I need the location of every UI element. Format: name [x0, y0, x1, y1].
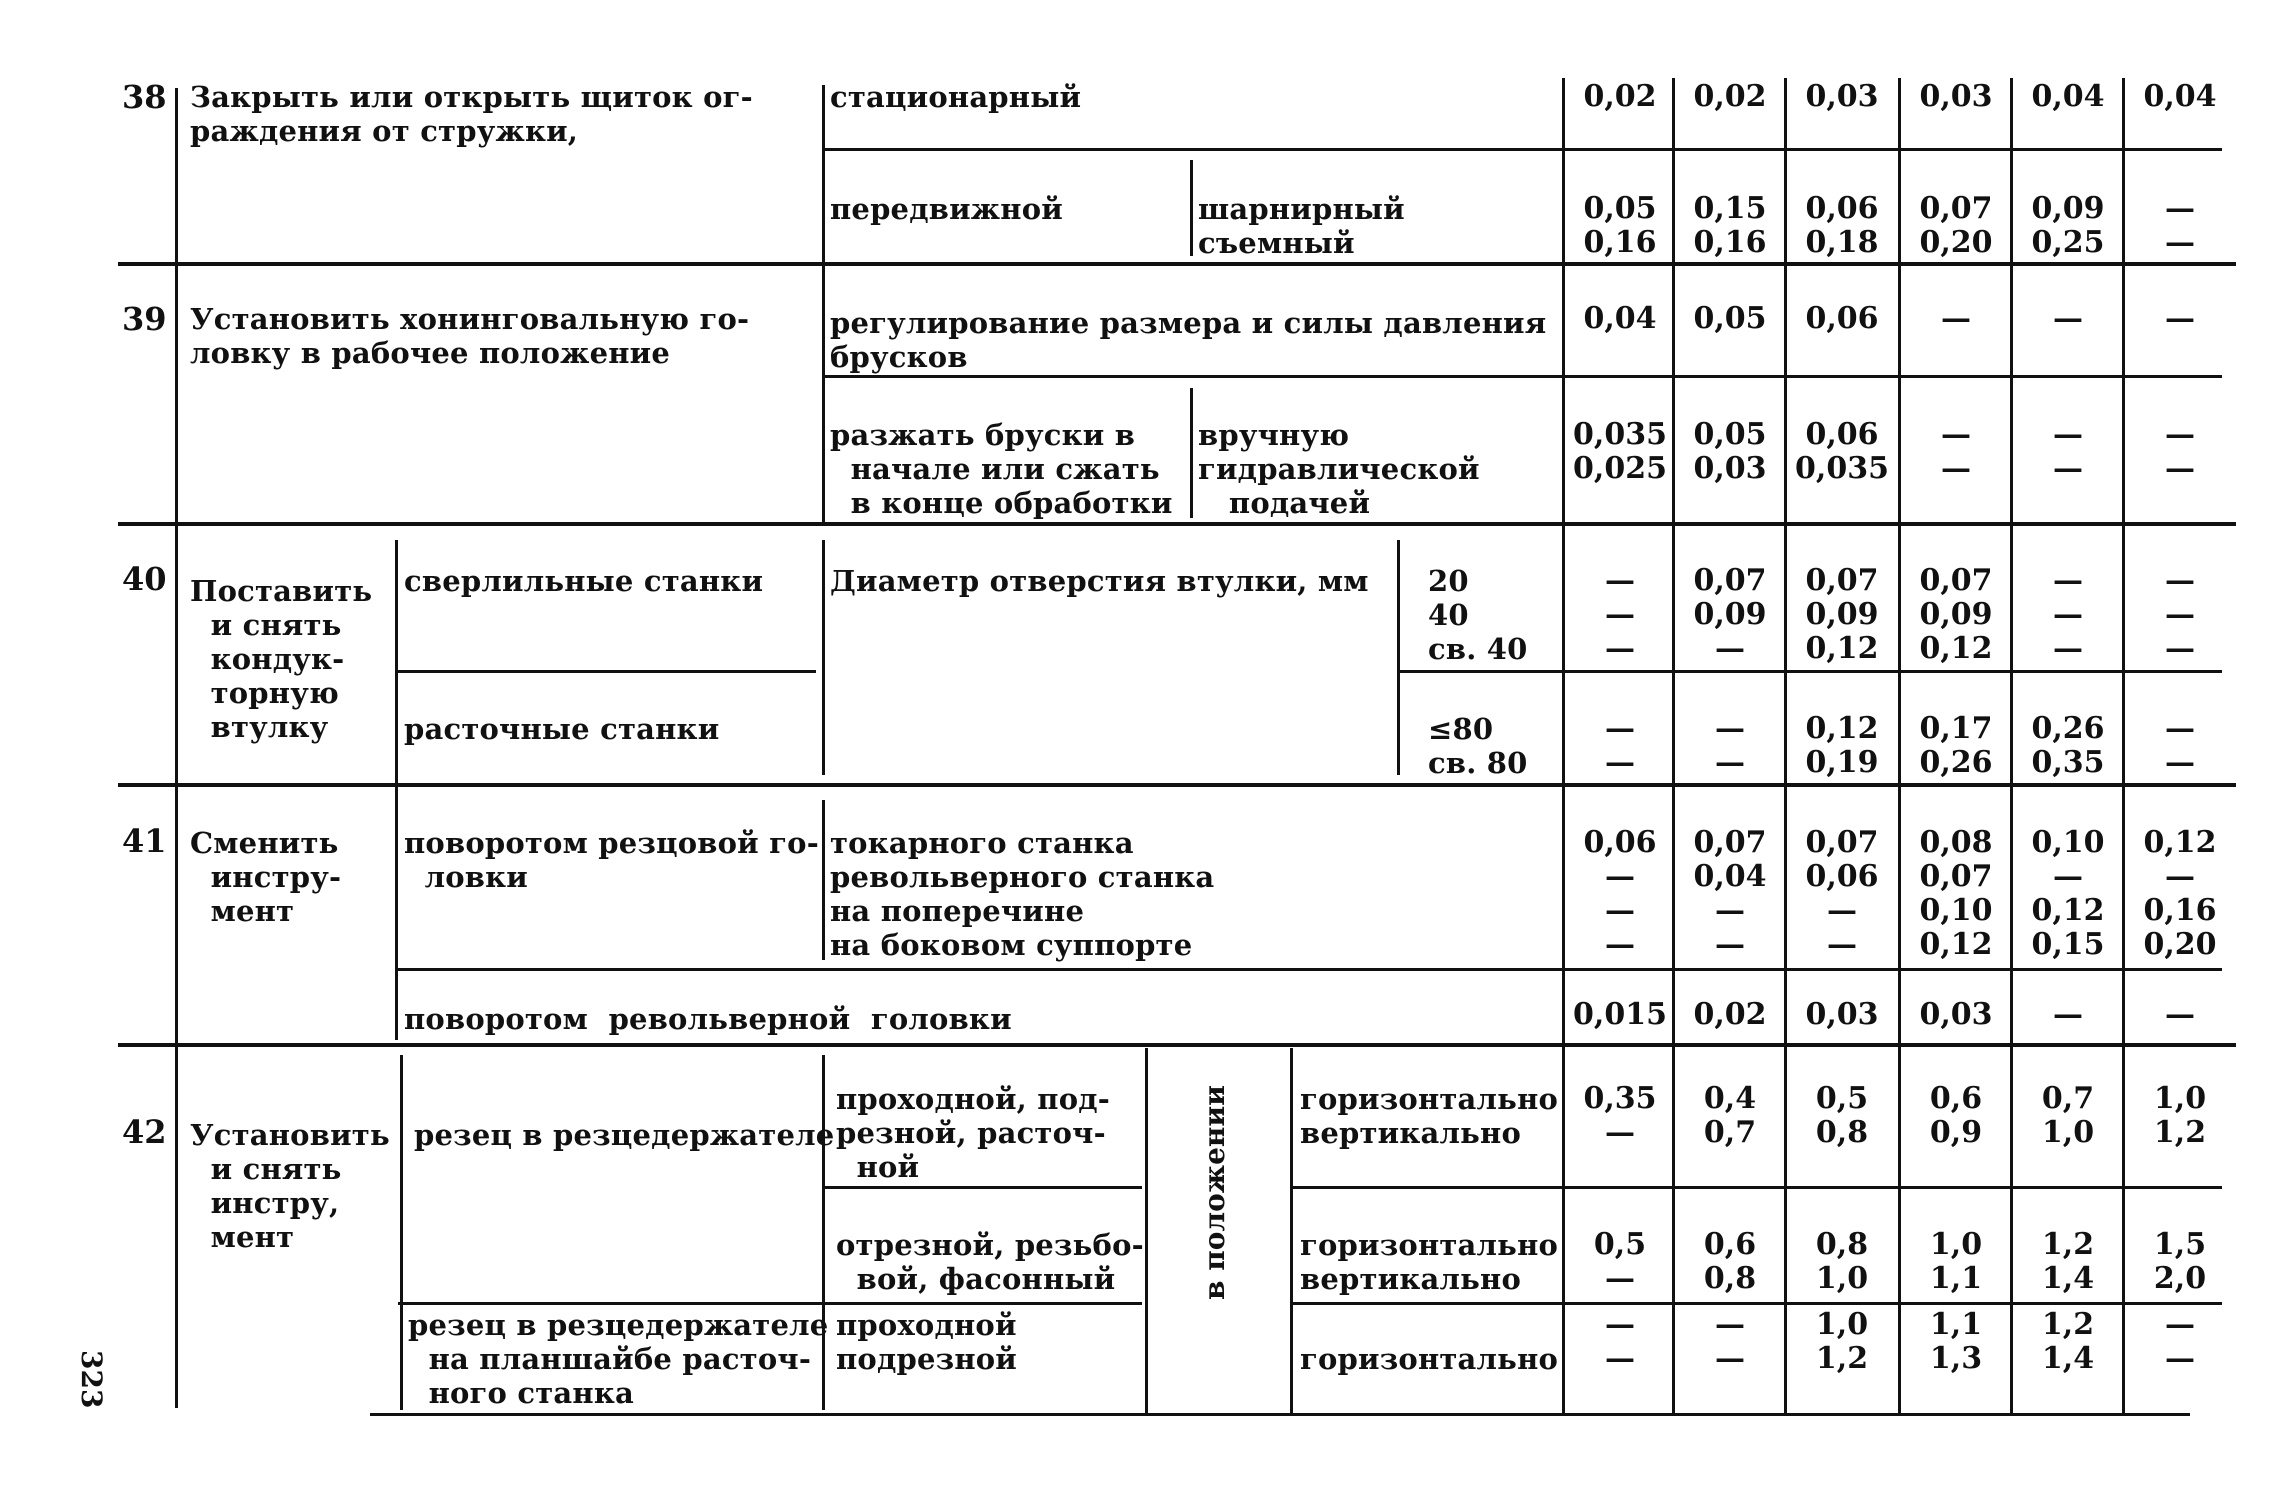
row-42-b-val-3: 1,0 1,2: [1815, 1307, 1869, 1376]
row-40-b-val-1: — —: [1605, 711, 1635, 780]
row-39-b-val-4: — —: [1941, 417, 1971, 486]
row-40-b-val-6: — —: [2165, 711, 2195, 780]
rule-40-inner-a: [398, 670, 816, 673]
row-40-title: Поставить и снять кондук- торную втулку: [190, 574, 373, 744]
col-rule-6: [2122, 78, 2125, 1414]
rule-42-inner-c: [398, 1302, 1142, 1305]
row-42-a2-val-4: 1,0 1,1: [1929, 1227, 1983, 1296]
row-41-number: 41: [122, 822, 167, 860]
col-rule-5: [2010, 78, 2013, 1414]
row-39-number: 39: [122, 300, 167, 338]
row-38-a-val-6: 0,04: [2143, 79, 2217, 114]
row-40-a-val-6: — — —: [2165, 563, 2195, 666]
row-41-a-val-6: 0,12 — 0,16 0,20: [2143, 825, 2217, 962]
row-41-b-val-4: 0,03: [1919, 997, 1993, 1032]
row-42-number: 42: [122, 1113, 167, 1151]
row-38-a-val-4: 0,03: [1919, 79, 1993, 114]
row-39-b-val-3: 0,06 0,035: [1795, 417, 1889, 486]
row-42-title: Установить и снять инстру, мент: [190, 1118, 390, 1254]
row-39-a-val-6: —: [2165, 301, 2195, 336]
row-42-b-label: резец в резцедержателе на планшайбе расточ- ного станка: [408, 1308, 829, 1410]
sub-rule-41: [822, 800, 825, 960]
col-rule-2: [1672, 78, 1675, 1414]
col-rule-1: [1562, 78, 1565, 1414]
row-42-a1-pos: горизонтально вертикально: [1300, 1082, 1559, 1150]
row-40-b-val-5: 0,26 0,35: [2031, 711, 2105, 780]
row-41-a-val-1: 0,06 — — —: [1583, 825, 1657, 962]
sub-rule-c: [1190, 388, 1193, 518]
row-39-b-sub: вручную гидравлической подачей: [1198, 418, 1480, 520]
row-42-a2-val-6: 1,5 2,0: [2153, 1227, 2207, 1296]
row-38-a-val-3: 0,03: [1805, 79, 1879, 114]
rule-41-inner: [398, 968, 2222, 971]
rule-bottom: [370, 1413, 2190, 1416]
row-41-b-val-1: 0,015: [1573, 997, 1667, 1032]
rule-41-42: [118, 1043, 2236, 1047]
row-38-b-val-2: 0,15 0,16: [1693, 191, 1767, 260]
row-40-param: Диаметр отверстия втулки, мм: [830, 564, 1369, 598]
rule-42-inner-a: [822, 1186, 1142, 1189]
row-41-b-val-5: —: [2053, 997, 2083, 1032]
row-42-a2-type: отрезной, резьбо- вой, фасонный: [836, 1228, 1144, 1296]
row-40-b-sub: ≤80 св. 80: [1428, 712, 1528, 780]
row-42-a1-val-4: 0,6 0,9: [1929, 1081, 1983, 1150]
col-rule-3: [1784, 78, 1787, 1414]
row-39-b-val-6: — —: [2165, 417, 2195, 486]
row-39-b-val-1: 0,035 0,025: [1573, 417, 1667, 486]
row-42-b-val-4: 1,1 1,3: [1929, 1307, 1983, 1376]
row-40-a-val-3: 0,07 0,09 0,12: [1805, 563, 1879, 666]
sub-rule-b: [1190, 160, 1193, 256]
row-40-a-val-4: 0,07 0,09 0,12: [1919, 563, 1993, 666]
row-41-b-val-2: 0,02: [1693, 997, 1767, 1032]
row-39-a-val-1: 0,04: [1583, 301, 1657, 336]
row-39-a-val-5: —: [2053, 301, 2083, 336]
sub-rule-40c: [1397, 540, 1400, 775]
sub-rule-42c: [1145, 1048, 1148, 1413]
row-38-b-val-5: 0,09 0,25: [2031, 191, 2105, 260]
row-38-a-val-1: 0,02: [1583, 79, 1657, 114]
sub-rule-a: [822, 85, 825, 525]
row-39-title: Установить хонинговальную го- ловку в рабочее положение: [190, 302, 750, 370]
row-40-b-val-3: 0,12 0,19: [1805, 711, 1879, 780]
row-39-b-val-5: — —: [2053, 417, 2083, 486]
row-38-b-sub: шарнирный съемный: [1198, 192, 1405, 260]
row-42-b-val-6: — —: [2165, 1307, 2195, 1376]
row-42-a2-val-2: 0,6 0,8: [1703, 1227, 1757, 1296]
row-39-b-val-2: 0,05 0,03: [1693, 417, 1767, 486]
row-38-a-val-2: 0,02: [1693, 79, 1767, 114]
row-41-a-sub: токарного станка револьверного станка на поперечине на боковом суппорте: [830, 826, 1215, 962]
row-42-b-val-2: — —: [1715, 1307, 1745, 1376]
row-42-a2-val-5: 1,2 1,4: [2041, 1227, 2095, 1296]
row-42-b-type: проходной подрезной: [836, 1308, 1018, 1376]
page-number: 323: [75, 1350, 108, 1409]
row-38-number: 38: [122, 78, 167, 116]
row-40-b-val-2: — —: [1715, 711, 1745, 780]
row-38-title: Закрыть или открыть щиток ог- раждения от стружки,: [190, 80, 753, 148]
row-41-title: Сменить инстру- мент: [190, 826, 342, 928]
row-38-a-val-5: 0,04: [2031, 79, 2105, 114]
row-42-b-val-1: — —: [1605, 1307, 1635, 1376]
row-38-b-val-3: 0,06 0,18: [1805, 191, 1879, 260]
sub-rule-42a: [400, 1055, 403, 1410]
row-40-number: 40: [122, 560, 167, 598]
row-42-a2-pos: горизонтально вертикально: [1300, 1228, 1559, 1296]
row-40-a-val-1: — — —: [1605, 563, 1635, 666]
row-39-a-val-3: 0,06: [1805, 301, 1879, 336]
row-41-b-val-3: 0,03: [1805, 997, 1879, 1032]
row-42-a-label: резец в резцедержателе: [414, 1118, 835, 1152]
row-42-a1-val-2: 0,4 0,7: [1703, 1081, 1757, 1150]
row-39-a-label: регулирование размера и силы давления брусков: [830, 306, 1547, 374]
rule-42-inner-d: [1290, 1302, 2222, 1305]
row-42-a1-val-5: 0,7 1,0: [2041, 1081, 2095, 1150]
row-41-b-label: поворотом револьверной головки: [404, 1002, 1012, 1036]
row-42-a1-type: проходной, под- резной, расточ- ной: [836, 1082, 1111, 1184]
row-40-a-val-2: 0,07 0,09 —: [1693, 563, 1767, 666]
row-40-a-label: сверлильные станки: [404, 564, 764, 598]
row-41-b-val-6: —: [2165, 997, 2195, 1032]
row-38-b-val-6: — —: [2165, 191, 2195, 260]
row-38-b-val-4: 0,07 0,20: [1919, 191, 1993, 260]
row-38-b-val-1: 0,05 0,16: [1583, 191, 1657, 260]
row-41-a-label: поворотом резцовой го- ловки: [404, 826, 819, 894]
row-42-b-pos: горизонтально: [1300, 1342, 1559, 1376]
row-41-a-val-3: 0,07 0,06 — —: [1805, 825, 1879, 962]
row-38-b-label: передвижной: [830, 192, 1063, 226]
row-40-a-sub: 20 40 св. 40: [1428, 564, 1528, 666]
rule-38-39: [118, 262, 2236, 266]
row-41-a-val-4: 0,08 0,07 0,10 0,12: [1919, 825, 1993, 962]
row-42-b-val-5: 1,2 1,4: [2041, 1307, 2095, 1376]
row-42-a1-val-6: 1,0 1,2: [2153, 1081, 2207, 1150]
row-42-a1-val-1: 0,35 —: [1583, 1081, 1657, 1150]
row-39-b-label: разжать бруски в начале или сжать в конце обработки: [830, 418, 1173, 520]
row-39-a-val-4: —: [1941, 301, 1971, 336]
row-41-a-val-5: 0,10 — 0,12 0,15: [2031, 825, 2105, 962]
row-39-a-val-2: 0,05: [1693, 301, 1767, 336]
row-42-position-label: в положении: [1198, 1085, 1231, 1300]
row-38-a-label: стационарный: [830, 80, 1082, 114]
row-41-a-val-2: 0,07 0,04 — —: [1693, 825, 1767, 962]
row-40-b-label: расточные станки: [404, 712, 720, 746]
row-40-a-val-5: — — —: [2053, 563, 2083, 666]
sub-rule-40b: [822, 540, 825, 775]
rule-40-inner-b: [1400, 670, 2222, 673]
rule-39-40: [118, 522, 2236, 526]
row-40-b-val-4: 0,17 0,26: [1919, 711, 1993, 780]
sub-rule-42d: [1290, 1048, 1293, 1413]
row-42-a2-val-1: 0,5 —: [1593, 1227, 1647, 1296]
rule-40-41: [118, 783, 2236, 787]
rule-42-inner-b: [1290, 1186, 2222, 1189]
col-rule-4: [1898, 78, 1901, 1414]
title-rule: [175, 88, 178, 1408]
row-42-a1-val-3: 0,5 0,8: [1815, 1081, 1869, 1150]
row-42-a2-val-3: 0,8 1,0: [1815, 1227, 1869, 1296]
sub-rule-40a: [395, 540, 398, 1040]
